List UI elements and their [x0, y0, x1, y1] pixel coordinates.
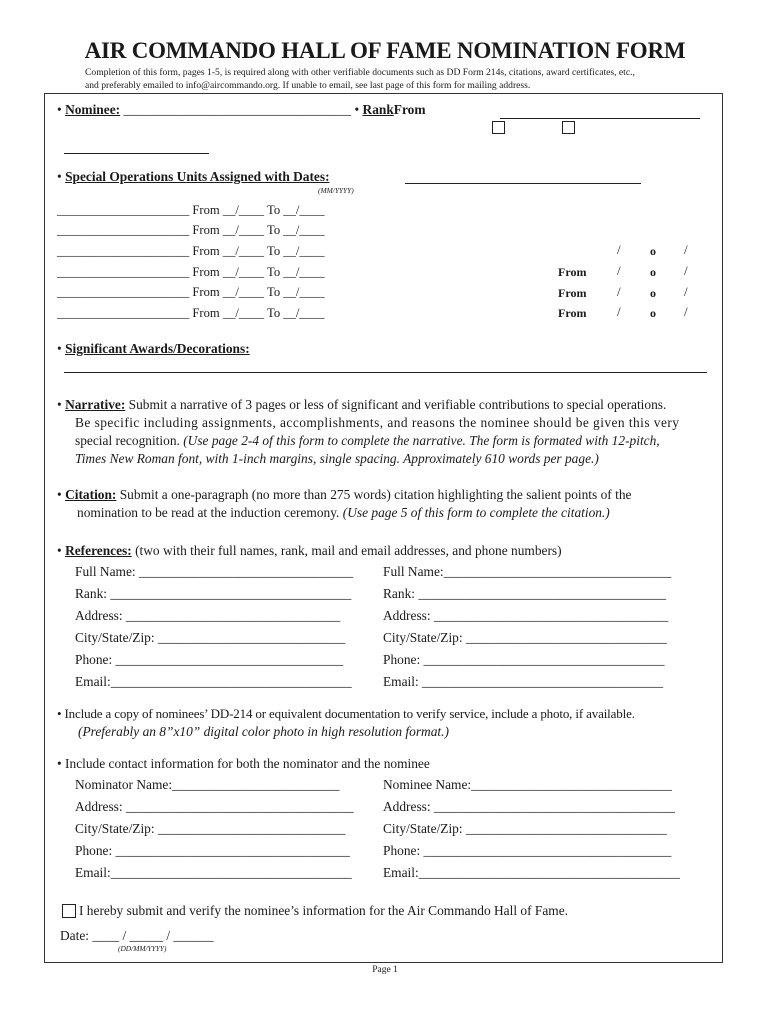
right-o: o — [650, 306, 656, 320]
ref2-rank[interactable]: Rank: _____________________________________ — [383, 586, 667, 601]
nominee-contact-city-state-zip[interactable]: City/State/Zip: ______________________________ — [383, 821, 667, 836]
ref2-address[interactable]: Address: ___________________________________ — [383, 608, 669, 623]
citation-label: Citation: — [65, 487, 117, 502]
ref1-address[interactable]: Address: ________________________________ — [75, 608, 341, 623]
nominee-contact-name[interactable]: Nominee Name:______________________________ — [383, 777, 672, 792]
right-o: o — [650, 265, 656, 279]
right-from: From — [558, 265, 587, 279]
narrative-italic-2: Times New Roman font, with 1-inch margins, single spacing. Approximately 610 words per page.) — [75, 451, 599, 466]
ref1-city-state-zip[interactable]: City/State/Zip: ____________________________ — [75, 630, 346, 645]
citation-text-1: Submit a one-paragraph (no more than 275 words) citation highlighting the salient points of the — [116, 487, 632, 502]
ref1-full-name[interactable]: Full Name: ________________________________ — [75, 564, 354, 579]
narrative-text-1: Submit a narrative of 3 pages or less of significant and verifiable contributions to special operations. — [125, 397, 667, 412]
references-heading — [57, 542, 562, 560]
nominee-extra-line[interactable] — [64, 153, 209, 154]
contact-heading: • Include contact information for both the nominator and the nominee — [57, 756, 430, 771]
citation-text-2: nomination to be read at the induction ceremony. — [77, 505, 343, 520]
unit-row-3[interactable]: _____________________ From __/____ To __/____ — [57, 244, 325, 258]
ref2-email[interactable]: Email: ____________________________________ — [383, 674, 664, 689]
units-label: Special Operations Units Assigned with Dates: — [65, 169, 330, 184]
units-extra-line[interactable] — [405, 183, 641, 184]
bullet: • — [57, 487, 62, 502]
intro-line-2: and preferably emailed to info@aircommando.org. If unable to email, see last page of this form for mailing address. — [85, 79, 531, 91]
nominator-fields — [75, 774, 354, 884]
nominator-address[interactable]: Address: __________________________________ — [75, 799, 354, 814]
bullet: • — [57, 543, 62, 558]
nominator-name[interactable]: Nominator Name:_________________________ — [75, 777, 340, 792]
right-slash: / — [617, 242, 621, 257]
right-from: From — [558, 306, 587, 320]
rank-label: Rank — [362, 102, 394, 117]
nominator-phone[interactable]: Phone: ___________________________________ — [75, 843, 350, 858]
nominee-label: Nominee: — [65, 102, 121, 117]
nominee-contact-address[interactable]: Address: ____________________________________ — [383, 799, 675, 814]
ref2-full-name[interactable]: Full Name:__________________________________ — [383, 564, 672, 579]
bullet: • — [57, 169, 62, 184]
right-o: o — [650, 244, 656, 258]
unit-row-5[interactable]: _____________________ From __/____ To __/____ — [57, 285, 325, 299]
citation-italic: (Use page 5 of this form to complete the citation.) — [342, 505, 610, 520]
references-desc: (two with their full names, rank, mail and email addresses, and phone numbers) — [131, 543, 562, 558]
form-title: AIR COMMANDO HALL OF FAME NOMINATION FORM — [84, 38, 686, 63]
ref2-phone[interactable]: Phone: ____________________________________ — [383, 652, 665, 667]
verify-checkbox[interactable] — [62, 904, 76, 918]
unit-row-2[interactable]: _____________________ From __/____ To __/____ — [57, 223, 325, 237]
intro-line-1: Completion of this form, pages 1-5, is required along with other verifiable documents such as DD Form 214s, citations, award certificates, etc., — [85, 67, 635, 78]
verify-text: I hereby submit and verify the nominee’s information for the Air Commando Hall of Fame. — [79, 903, 569, 918]
bullet: • — [354, 102, 360, 117]
ref1-rank[interactable]: Rank: ____________________________________ — [75, 586, 352, 601]
intro-text — [85, 67, 705, 92]
ref1-phone[interactable]: Phone: __________________________________ — [75, 652, 344, 667]
from-label: From — [393, 102, 426, 117]
dd214-italic: (Preferably an 8”x10” digital color photo in high resolution format.) — [78, 724, 449, 739]
nominator-email[interactable]: Email:____________________________________ — [75, 865, 352, 880]
bullet: • — [57, 341, 62, 356]
citation-block — [57, 486, 717, 522]
right-slash: / — [684, 263, 688, 278]
rank-checkbox-1[interactable] — [492, 121, 505, 134]
right-slash: / — [617, 304, 621, 319]
dd214-text: • Include a copy of nominees’ DD-214 or equivalent documentation to verify service, include a photo, if available. — [57, 706, 635, 721]
nominee-input[interactable]: __________________________________ — [123, 102, 352, 117]
right-slash: / — [684, 304, 688, 319]
nominee-row — [57, 102, 426, 118]
awards-input-line[interactable] — [64, 372, 707, 373]
awards-heading — [57, 341, 250, 357]
nominee-contact-fields — [383, 774, 680, 884]
units-date-hint: (MM/YYYY) — [318, 186, 354, 195]
verify-date-hint: (DD/MM/YYYY) — [118, 944, 167, 953]
narrative-label: Narrative: — [65, 397, 126, 412]
nominee-contact-phone[interactable]: Phone: _____________________________________ — [383, 843, 672, 858]
right-slash: / — [684, 242, 688, 257]
reference-1-fields — [75, 561, 353, 693]
bullet: • — [57, 397, 62, 412]
reference-2-fields — [383, 561, 671, 693]
page-number: Page 1 — [372, 965, 398, 975]
bullet: • — [57, 102, 62, 117]
rank-input-line[interactable] — [500, 118, 700, 119]
rank-checkbox-2[interactable] — [562, 121, 575, 134]
narrative-italic-1: (Use page 2-4 of this form to complete the narrative. The form is formated with 12-pitch, — [183, 433, 660, 448]
awards-label: Significant Awards/Decorations: — [65, 341, 250, 356]
units-heading — [57, 169, 330, 185]
references-label: References: — [65, 543, 132, 558]
nominee-contact-email[interactable]: Email:_______________________________________ — [383, 865, 680, 880]
narrative-block — [57, 396, 717, 468]
unit-row-4[interactable]: _____________________ From __/____ To __/____ — [57, 265, 325, 279]
right-o: o — [650, 286, 656, 300]
right-from: From — [558, 286, 587, 300]
ref1-email[interactable]: Email:____________________________________ — [75, 674, 352, 689]
right-slash: / — [684, 284, 688, 299]
unit-row-6[interactable]: _____________________ From __/____ To __/____ — [57, 306, 325, 320]
narrative-text-3: special recognition. — [75, 433, 184, 448]
unit-row-1[interactable]: _____________________ From __/____ To __/____ — [57, 203, 325, 217]
narrative-text-2: Be specific including assignments, accomplishments, and reasons the nominee should be given this very — [75, 415, 680, 430]
right-slash: / — [617, 284, 621, 299]
nominator-city-state-zip[interactable]: City/State/Zip: ____________________________ — [75, 821, 346, 836]
ref2-city-state-zip[interactable]: City/State/Zip: ______________________________ — [383, 630, 667, 645]
verify-date-field[interactable]: Date: ____ / _____ / ______ — [60, 928, 214, 943]
right-slash: / — [617, 263, 621, 278]
